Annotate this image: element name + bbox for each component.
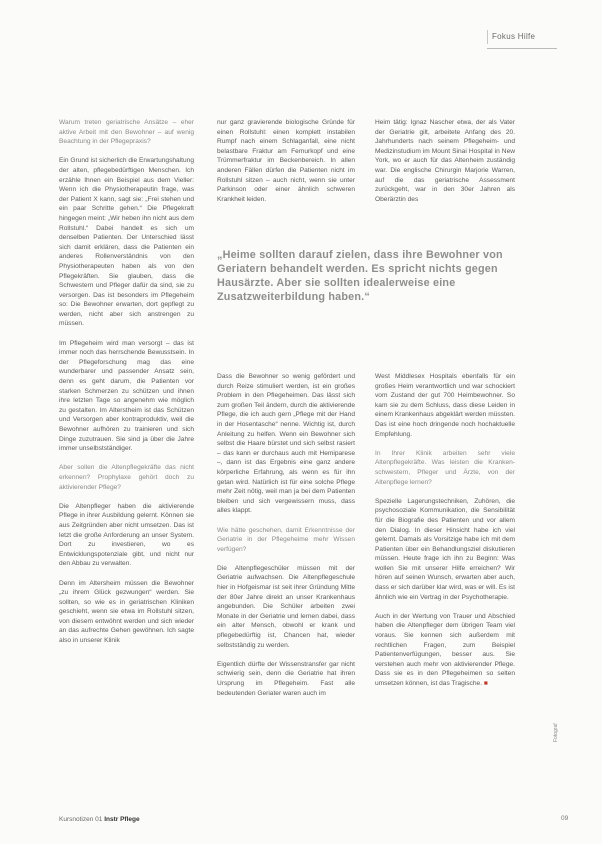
photo-credit: Fotograf [553,723,559,742]
column-2-bottom [217,372,355,708]
column-3-top [375,118,515,214]
paragraph: Im Pflegeheim wird man versorgt – das ist immer noch das herrschende Bewusstsein. In der Pflegeforschung mag das eine wunderbarer und passender Ansatz sein, denn es geht darum, die Patienten vor starken Schmerzen zu schützen und ihnen ihre letzten Tage so angenehm wie möglich zu gestalten. Im Alterstheim ist das Schützen und Versorgen aber kontraproduktiv, weil die Bewohner aufhören zu trainieren und sich Dinge zuzutrauen. Sie sind ja über die Jahre immer unselbstständiger. [59,339,194,453]
interview-question: Wie hätte geschehen, damit Erkenntnisse der Geriatrie in der Pflegeheime mehr Wissen verfügen? [217,526,355,553]
paragraph: Auch in der Wertung von Trauer und Abschied haben die Altenpfleger dem übrigen Team viel voraus. Sie kennen sich außerdem mit rechtlichen Fragen, zum Beispiel Patientenverfügungen, besser aus. Sie verstehen auch mehr von aktivierender Pflege. Dass sie es in den Pflegeheimen so selten umsetzen können, ist das Tragische. ■ [375,612,515,687]
paragraph: nur ganz gravierende biologische Gründe für einen Rollstuhl: einen komplett instabilen Rumpf nach einem Schlaganfall, eine nicht belastbare Fraktur am Femurkopf und eine Trümmerfraktur im Beckenbereich. In allen anderen Fällen dürfen die Patienten nicht im Rollstuhl sitzen – auch nicht, wenn sie unter Parkinson oder einer ähnlich schweren Krankheit leiden. [217,119,355,203]
paragraph: Spezielle Lagerungstechniken, Zuhören, die psychosoziale Kommunikation, die Sensibilität für die Biografie des Patienten und vor allem den Dialog. In dieser Hinsicht habe ich viel gelernt. Damals als Vorsitzige habe ich mit dem Patienten über ein Behandlungsziel diskutieren müssen. Heute frage ich ihn zu Beginn: Was wollen Sie mit unserer Hilfe erreichen? Wir hören auf seinen Wunsch, erwarten aber auch, dass er sich darüber klar wird, was er will. Es ist ähnlich wie ein Vertrag in der Psychotherapie. [375,497,515,601]
column-1 [59,118,194,655]
interview-question: Warum treten geriatrische Ansätze – eher aktive Arbeit mit den Bewohner – auf wenig Beachtung in der Pflegepraxis? [59,119,194,146]
paragraph: West Middlesex Hospitals ebenfalls für ein großes Heim verantwortlich und war schockiert vom Zustand der gut 700 Heimbewohner. So kam sie zu dem Schluss, dass diese Leiden in einem Krankenhaus abgeklärt werden müssten. Das ist eine hoch dringende noch hochaktuelle Empfehlung. [375,373,515,438]
paragraph: Die Altenpflegeschüler müssen mit der Geriatrie aufwachsen. Die Altenpflegeschule hier in Hofgeismar ist seit ihrer Gründung Mitte der 80er Jahre direkt an unser Krankenhaus angebunden. Die Schüler arbeiten zwei Monate in der Geriatrie und lernen dabei, dass ein alter Mensch, obwohl er krank und pflegebedürftig ist, Chancen hat, wieder selbstständig zu werden. [217,564,355,649]
pull-quote: „Heime sollten darauf zielen, dass ihre Bewohner von Geriatern behandelt werden. Es spricht nichts gegen Hausärzte. Aber sie sollten idealerweise eine Zusatzweiterbildung haben.“ [217,249,503,303]
header-rule [487,48,557,49]
paragraph: Ein Grund ist sicherlich die Erwartungshaltung der alten, pflegebedürftigen Menschen. Ich erzähle Ihnen ein Beispiel aus dem Vieller: Wenn ich die Physiotherapeutin frage, was der Patient X kann, sagt sie: „Frei stehen und ein paar Schritte gehen.“ Die Pflegekraft hingegen meint: „Wir heben ihn nicht aus dem Rollstuhl.“ Dabei handelt es sich um denselben Patienten. Der Unterschied lässt sich damit erklären, dass die Patienten ein anderes Rollenverständnis von den Physiotherapeuten haben als von den Pflegekräften. Sie glauben, dass die Schwestern und Pfleger dafür da sind, sie zu versorgen. Das ist besonders im Pflegeheim so: Die Bewohner erwarten, dort gepflegt zu werden, nicht aber sich anstrengen zu müssen. [59,157,194,328]
paragraph: Dass die Bewohner so wenig gefördert und durch Reize stimuliert werden, ist ein großes Problem in den Pflegeheimen. Das lässt sich zum großen Teil ändern, durch die aktivierende Pflege, die ich auch gern „Pflege mit der Hand in der Hosentasche“ nenne. Wichtig ist, durch Anleitung zu helfen. Wenn ein Bewohner sich selbst die Haare bürstet und sich selbst rasiert – das kann er durchaus auch mit Hemiparese –, dann ist das Ergebnis eine ganz andere körperliche Erfahrung, als wenn es für ihn getan wird. Natürlich ist für eine solche Pflege mehr Zeit nötig, weil man ja bei dem Patienten bleiben und sich vergewissern muss, dass alles klappt. [217,373,355,515]
column-2-top [217,118,355,214]
paragraph: Denn im Altersheim müssen die Bewohner „zu ihrem Glück gezwungen“ werden. Sie sollten, so wie es in geriatrischen Kliniken geschieht, wenn sie etwa im Rollstuhl sitzen, von diesem entwöhnt werden und sich wieder an das aufrechte Gehen gewöhnen. Ich sagte also in unserer Klinik [59,579,194,645]
end-mark: ■ [482,680,488,687]
paragraph: Die Altenpfleger haben die aktivierende Pflege in ihrer Ausbildung gelernt. Können sie aus Zeitgründen aber nicht umsetzen. Das ist letzt die große Anforderung an unser System. Dort zu investieren, wo es Entwicklungspotenziale gibt, und nicht nur den Abbau zu verwalten. [59,502,194,568]
footer [59,816,140,823]
paragraph: Eigentlich dürfte der Wissenstransfer gar nicht schwierig sein, denn die Geriatrie hat ihren Ursprung im Pflegeheim. Fast alle bedeutenden Geriater waren auch im [217,660,355,697]
column-3-bottom [375,372,515,698]
footer-issue: Kursnotizen 01 [59,816,103,823]
section-header: Fokus Hilfe [487,30,556,44]
page-number: 09 [561,815,569,822]
footer-brand: Instr Pflege [104,816,140,823]
paragraph: Heim tätig: Ignaz Nascher etwa, der als Vater der Geriatrie gilt, arbeitete Anfang des 20. Jahrhunderts nach seinem Pflegeheim- und Medizinstudium im Mount Sinai Hospital in New York, wo er auch für das Altenheim zuständig war. Die englische Chirurgin Marjorie Warren, auf die das geriatrische Assessment zurückgeht, war in den 30er Jahren als Oberärztin des [375,119,515,203]
interview-question: Aber sollen die Altenpflegekräfte das nicht erkennen? Prophylaxe gehört doch zu aktivierender Pflege? [59,464,194,491]
interview-question: In Ihrer Klinik arbeiten sehr viele Altenpflegekräfte. Was leisten die Kranken- schwestern, Pfleger und Ärzte, von der Altenpflege lernen? [375,449,515,486]
